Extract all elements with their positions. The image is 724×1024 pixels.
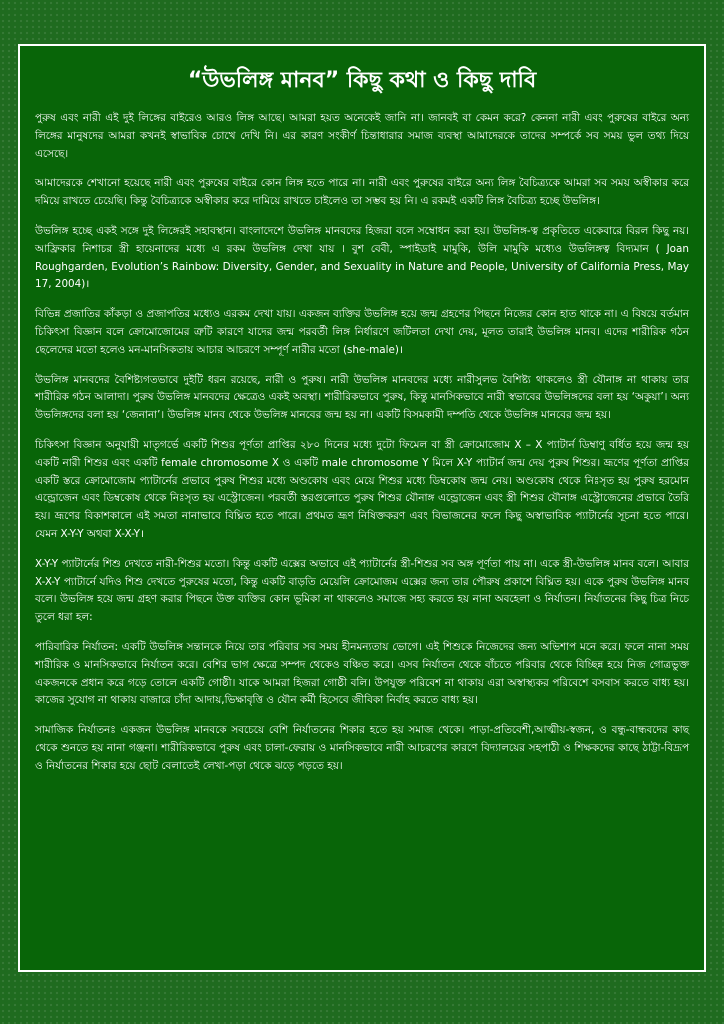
paragraph-family-abuse: পারিবারিক নির্যাতন: একটি উভলিঙ্গ সন্তানকে নিয়ে তার পরিবার সব সময় হীনমন্যতায় ভোগে। এই শিশুকে নিজেদের জন্য অভিশাপ মনে করে। ফলে নানা সময় শারীরিক ও মানসিকভাবে নির্যাতন করে। বেশির ভাগ ক্ষেত্রে সম্পদ থেকেও বঞ্চিত করে। এসব নির্যাতন থেকে বাঁচতে পরিবার থেকে বিচ্ছিন্ন হয়ে নিজ গোত্রভুক্ত একজনকে প্রধান করে গড়ে তোলে একটি গোষ্ঠী। যাকে আমরা হিজরা গোষ্ঠী বলি। উপযুক্ত পরিবেশ না থাকায় এরা অস্বাস্থ্যকর পরিবেশে বসবাস করতে বাধ্য হয়। কাজের সুযোগ না থাকায় বাজারে চাঁদা আদায়,ভিক্ষাবৃত্তি ও যৌন কর্মী হিসেবে জীবিকা নির্বাহ করতে বাধ্য হয়। bbox=[35, 640, 689, 707]
article-panel bbox=[18, 44, 706, 972]
paragraph-denial: আমাদেরকে শেখানো হয়েছে নারী এবং পুরুষের বাইরে কোন লিঙ্গ হতে পারে না। নারী এবং পুরুষের বাইরে অন্য লিঙ্গ বৈচিত্র্যকে আমরা সব সময় অস্বীকার করে দমিয়ে রাখতে চেয়েছি। কিন্তু বৈচিত্র্যকে অস্বীকার করে দামিয়ে রাখতে চাইলেও তা সম্ভব হয় নি। এ রকমই একটি লিঙ্গ বৈচিত্র্য হচ্ছে উভলিঙ্গ। bbox=[35, 177, 689, 208]
paragraph-definition: উভলিঙ্গ হচ্ছে একই সঙ্গে দুই লিঙ্গেরই সহাবস্থান। বাংলাদেশে উভলিঙ্গ মানবদের হিজরা বলে সম্বোধন করা হয়। উভলিঙ্গ-ত্ব প্রকৃতিতে একেবারে বিরল কিছু নয়। আফ্রিকার নিশাচর স্ত্রী হায়েনাদের মধ্যে এ রকম উভলিঙ্গ দেখা যায় । বুশ বেবী, স্পাইডাই মামুকি, উলি মামুকি মধ্যেও উভলিঙ্গত্ব বিদ্যমান ( Joan Roughgarden, Evolution’s Rainbow: Diversity, Gender, and Sexuality in Nature and People, University of California Press, May 17, 2004)। bbox=[35, 224, 689, 291]
paragraph-intro: পুরুষ এবং নারী এই দুই লিঙ্গের বাইরেও আরও লিঙ্গ আছে। আমরা হয়ত অনেকেই জানি না। জানবই বা কেমন করে? কেননা নারী এবং পুরুষের বাইরে অন্য লিঙ্গের মানুষদের আমরা কখনই স্বাভাবিক চোখে দেখি নি। এর কারণ সংকীর্ণ চিন্তাধারার সমাজ ব্যবস্থা আমাদেরকে তাদের সম্পর্কে সব সময় ভুল তথ্য দিয়ে এসেছে। bbox=[35, 112, 689, 160]
paragraph-chromosome: চিকিৎসা বিজ্ঞান অনুযায়ী মাতৃগর্ভে একটি শিশুর পূর্ণতা প্রাপ্তির ২৮০ দিনের মধ্যে দুটো ফিমেল বা স্ত্রী ক্রোমোজোম X – X প্যাটার্ন ডিম্বাণু বর্ধিত হয়ে জন্ম হয় একটি নারী শিশুর এবং একটি female chromosome X ও একটি male chromosome Y মিলে X-Y প্যাটার্ন জন্ম দেয় পুরুষ শিশুর। ভ্রূণের পূর্ণতা প্রাপ্তির একটি স্তরে ক্রোমোজোম প্যাটার্নের প্রভাবে পুরুষ শিশুর মধ্যে অণ্ডকোষ এবং মেয়ে শিশুর মধ্যে ডিম্বকোষ জন্ম নেয়। অণ্ডকোষ থেকে নিঃসৃত হয় পুরুষ হরমোন এন্ড্রোজেন এবং ডিম্বকোষ থেকে নিঃসৃত হয় এস্ট্রোজেন। পরবর্তী স্তরগুলোতে পুরুষ শিশুর যৌনাঙ্গ এন্ড্রোজেন এবং স্ত্রী শিশুর যৌনাঙ্গ এস্ট্রোজেনের প্রভাবে তৈরি হয়। ভ্রূণের বিকাশকালে এই সমতা নানাভাবে বিঘ্নিত হতে পারে। প্রথমত ভ্রূণ নিষিক্তকরণ এবং বিভাজনের ফলে কিছু অস্বাভাবিক প্যাটার্নের সূচনা হতে পারে। যেমন X-Y-Y অথবা X-X-Y। bbox=[35, 438, 689, 540]
article-title: “উভলিঙ্গ মানব” কিছু কথা ও কিছু দাবি bbox=[187, 68, 537, 93]
paragraph-patterns: X-Y-Y প্যাটার্নের শিশু দেখতে নারী-শিশুর মতো। কিন্তু একটি এক্সের অভাবে এই প্যাটার্নের স্ত্রী-শিশুর সব অঙ্গ পূর্ণতা পায় না। একে স্ত্রী-উভলিঙ্গ মানব বলে। আবার X-X-Y প্যাটার্নে যদিও শিশু দেখতে পুরুষের মতো, কিন্তু একটি বাড়তি মেয়েলি ক্রোমোজম এক্সের জন্য তার পৌরুষ প্রকাশে বিঘ্নিত হয়। একে পুরুষ উভলিঙ্গ মানব বলে। উভলিঙ্গ হয়ে জন্ম গ্রহণ করার পিছনে উক্ত ব্যক্তির কোন ভূমিকা না থাকলেও সমাজে সহ্য করতে হয় নানা অবহেলা ও নির্যাতন। নির্যাতনের কিছু চিত্র নিচে তুলে ধরা হল: bbox=[35, 557, 689, 624]
paragraph-cause: বিভিন্ন প্রজাতির কাঁকড়া ও প্রজাপতির মধ্যেও এরকম দেখা যায়। একজন ব্যক্তির উভলিঙ্গ হয়ে জন্ম গ্রহণের পিছনে নিজের কোন হাত থাকে না। এ বিষয়ে বর্তমান চিকিৎসা বিজ্ঞান বলে ক্রোমোজোমের ত্রুটি কারণে যাদের জন্ম পরবর্তী লিঙ্গ নির্ধারণে জটিলতা দেখা দেয়, মূলত তারাই উভলিঙ্গ মানব। এদের শারীরিক গঠন ছেলেদের মতো হলেও মন-মানসিকতায় আচার আচরণে সম্পূর্ণ নারীর মতো (she-male)। bbox=[35, 308, 689, 356]
paragraph-social-abuse: সামাজিক নির্যাতনঃ একজন উভলিঙ্গ মানবকে সবচেয়ে বেশি নির্যাতনের শিকার হতে হয় সমাজ থেকে। পাড়া-প্রতিবেশী,আত্মীয়-স্বজন, ও বন্ধু-বান্ধবদের কাছ থেকে শুনতে হয় নানা গঞ্জনা। শারীরিকভাবে পুরুষ এবং চালা-ফেরায় ও মানসিকভাবে নারী আচরণের কারণে বিদ্যালয়ের সহপাঠী ও শিক্ষকদের কাছে ঠাট্টা-বিদ্রূপ ও নির্যাতনের শিকার হয়ে ছোট বেলাতেই লেখা-পড়া থেকে ঝড়ে পড়তে হয়। bbox=[35, 724, 689, 772]
paragraph-types: উভলিঙ্গ মানবদের বৈশিষ্ট্যগতভাবে দুইটি ধরন রয়েছে, নারী ও পুরুষ। নারী উভলিঙ্গ মানবদের মধ্যে নারীসুলভ বৈশিষ্ট্য থাকলেও স্ত্রী যৌনাঙ্গ না থাকায় তার শারীরিক গঠন আলাদা। পুরুষ উভলিঙ্গ মানবদের ক্ষেত্রেও একই অবস্থা। শারীরিকভাবে পুরুষ, কিন্তু মানসিকভাবে নারী স্বভাবের উভলিঙ্গদের বলা হয় ‘অকুয়া’। অন্য উভলিঙ্গদের বলা হয় ‘জেনানা’। উভলিঙ্গ মানব থেকে উভলিঙ্গ মানবের জন্ম হয় না। একটি বিসমকামী দম্পতি থেকে উভলিঙ্গ মানবের জন্ম হয়। bbox=[35, 373, 689, 422]
